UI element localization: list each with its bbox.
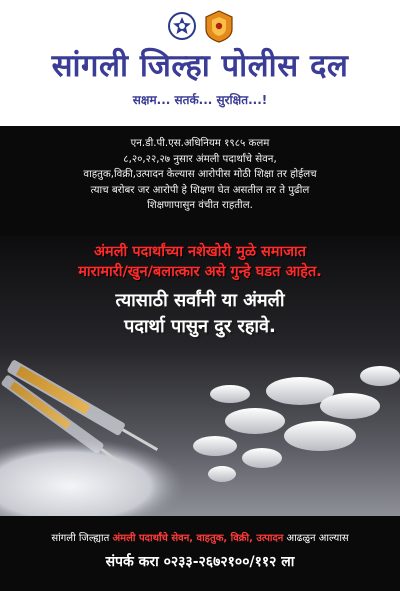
appeal-line: पदार्था पासुन दुर रहावे. <box>124 316 276 337</box>
appeal-line: त्यासाठी सर्वांनी या अंमली <box>115 290 285 311</box>
report-prefix: सांगली जिल्ह्यात <box>51 533 110 544</box>
pill <box>284 421 356 451</box>
act-notice-panel <box>0 126 400 236</box>
pill <box>208 466 236 482</box>
pill <box>210 385 250 403</box>
drug-image-panel <box>0 236 400 516</box>
report-instruction <box>0 530 400 544</box>
header <box>0 0 400 126</box>
footer <box>0 516 400 591</box>
act-notice-line: त्याच बरोबर जर आरोपी हे शिक्षण घेत असतील तर ते पुढील <box>90 184 310 196</box>
warning-line: मारामारी/खुन/बलात्कार असे गुन्हे घडत आहेत. <box>78 264 322 280</box>
act-notice-line: एन.डी.पी.एस.अधिनियम १९८५ कलम <box>130 138 270 149</box>
pill <box>225 408 285 434</box>
act-notice-text <box>10 136 390 214</box>
act-notice-line: ८,२०,२२,२७ नुसार अंमली पदार्थांचे सेवन, <box>123 153 277 165</box>
state-seal-icon <box>202 9 236 43</box>
contact-number: संपर्क करा ०२३३-२६७२१००/११२ ला <box>105 554 295 570</box>
tagline: सक्षम... सतर्क... सुरक्षित...! <box>132 93 268 107</box>
act-notice-line: शिक्षणापासुन वंचीत राहतील. <box>147 200 253 211</box>
report-highlight: अंमली पदार्थांचे सेवन, वाहतुक, विक्री, उत्पादन <box>112 533 284 544</box>
pill <box>193 436 237 456</box>
pill <box>242 448 282 468</box>
page-title: सांगली जिल्हा पोलीस दल <box>51 48 349 84</box>
pill <box>360 366 400 386</box>
warning-line: अंमली पदार्थांच्या नशेखोरी मुळे समाजात <box>93 244 307 260</box>
report-suffix: आढळुन आल्यास <box>286 533 349 544</box>
act-notice-line: वाहतुक,विक्री,उत्पादन केल्यास आरोपीस मोठी शिक्षा तर होईलच <box>83 169 317 180</box>
pill <box>320 393 380 419</box>
maharashtra-police-emblem-icon <box>168 12 196 40</box>
